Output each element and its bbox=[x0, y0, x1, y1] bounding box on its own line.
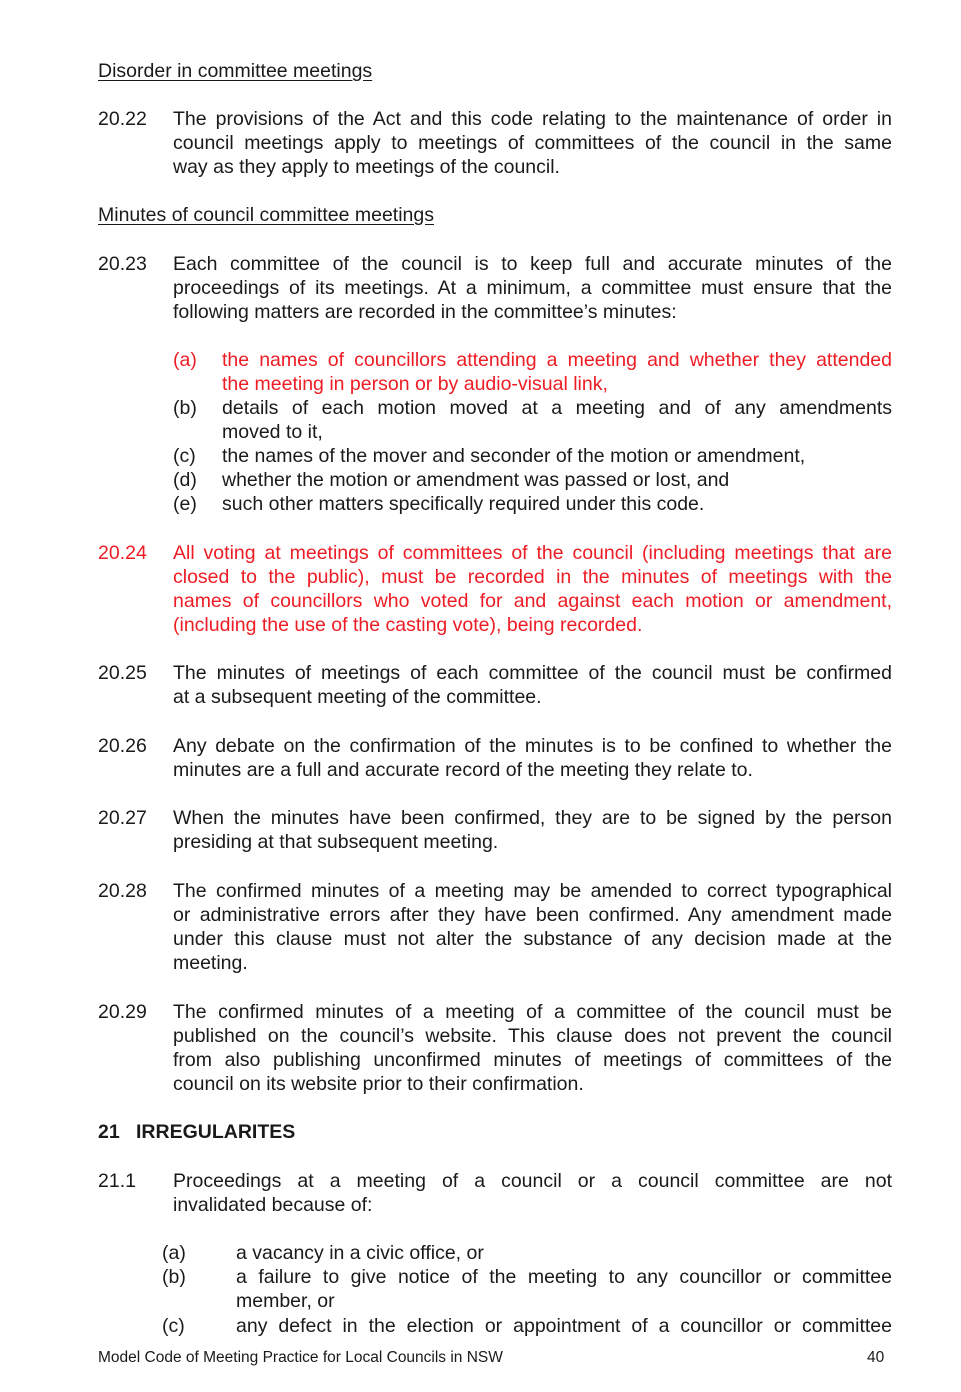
list-item-label: (c) bbox=[162, 1315, 185, 1337]
clause-text-line: When the minutes have been confirmed, they are to be signed by the person bbox=[173, 807, 892, 829]
clause-text-line: Proceedings at a meeting of a council or a council committee are not bbox=[173, 1170, 892, 1192]
clause-text-line: at a subsequent meeting of the committee. bbox=[173, 686, 542, 708]
clause-number: 20.23 bbox=[98, 253, 147, 275]
clause-number: 20.25 bbox=[98, 662, 147, 684]
list-item-label: (b) bbox=[173, 397, 197, 419]
list-item-text: such other matters specifically required under this code. bbox=[222, 493, 705, 515]
list-item-text: whether the motion or amendment was passed or lost, and bbox=[222, 469, 730, 491]
clause-text-line: following matters are recorded in the committee’s minutes: bbox=[173, 301, 677, 323]
list-item-label: (d) bbox=[173, 469, 197, 491]
clause-text-line: invalidated because of: bbox=[173, 1194, 373, 1216]
clause-text-line: proceedings of its meetings. At a minimum, a committee must ensure that the bbox=[173, 277, 892, 299]
list-item-label: (a) bbox=[173, 349, 197, 371]
section-heading-minutes: Minutes of council committee meetings bbox=[98, 204, 434, 226]
list-item-text: the meeting in person or by audio-visual link, bbox=[222, 373, 608, 395]
clause-text-line: council meetings apply to meetings of committees of the council in the same bbox=[173, 132, 892, 154]
clause-text-line: The confirmed minutes of a meeting of a committee of the council must be bbox=[173, 1001, 892, 1023]
section-number: 21 bbox=[98, 1121, 120, 1143]
list-item-text: a vacancy in a civic office, or bbox=[236, 1242, 484, 1264]
clause-text-line: under this clause must not alter the substance of any decision made at the bbox=[173, 928, 892, 950]
clause-text-line: meeting. bbox=[173, 952, 248, 974]
clause-text-line: (including the use of the casting vote), being recorded. bbox=[173, 614, 643, 636]
clause-number: 20.28 bbox=[98, 880, 147, 902]
clause-text-line: way as they apply to meetings of the council. bbox=[173, 156, 560, 178]
clause-text-line: The confirmed minutes of a meeting may be amended to correct typographical bbox=[173, 880, 892, 902]
list-item-text: a failure to give notice of the meeting to any councillor or committee bbox=[236, 1266, 892, 1288]
list-item-text: any defect in the election or appointment of a councillor or committee bbox=[236, 1315, 892, 1337]
section-title: IRREGULARITES bbox=[136, 1121, 296, 1143]
clause-text-line: or administrative errors after they have been confirmed. Any amendment made bbox=[173, 904, 892, 926]
clause-text-line: council on its website prior to their confirmation. bbox=[173, 1073, 584, 1095]
clause-text-line: published on the council’s website. This clause does not prevent the council bbox=[173, 1025, 892, 1047]
section-heading-disorder: Disorder in committee meetings bbox=[98, 60, 373, 82]
clause-number: 20.27 bbox=[98, 807, 147, 829]
footer-title: Model Code of Meeting Practice for Local Councils in NSW bbox=[98, 1349, 503, 1366]
list-item-text: the names of councillors attending a meeting and whether they attended bbox=[222, 349, 892, 371]
clause-text-line: names of councillors who voted for and against each motion or amendment, bbox=[173, 590, 892, 612]
clause-text-line: presiding at that subsequent meeting. bbox=[173, 831, 499, 853]
page-number: 40 bbox=[867, 1349, 885, 1366]
clause-number: 20.22 bbox=[98, 108, 147, 130]
list-item-text: member, or bbox=[236, 1290, 335, 1312]
list-item-text: the names of the mover and seconder of the motion or amendment, bbox=[222, 445, 806, 467]
clause-text-line: from also publishing unconfirmed minutes of meetings of committees of the bbox=[173, 1049, 892, 1071]
clause-number: 21.1 bbox=[98, 1170, 136, 1192]
clause-text-line: The provisions of the Act and this code relating to the maintenance of order in bbox=[173, 108, 892, 130]
list-item-label: (e) bbox=[173, 493, 197, 515]
clause-text-line: minutes are a full and accurate record of the meeting they relate to. bbox=[173, 759, 753, 781]
clause-text-line: All voting at meetings of committees of the council (including meetings that are bbox=[173, 542, 892, 564]
list-item-text: details of each motion moved at a meeting and of any amendments bbox=[222, 397, 892, 419]
clause-number: 20.29 bbox=[98, 1001, 147, 1023]
clause-number: 20.26 bbox=[98, 735, 147, 757]
clause-text-line: Each committee of the council is to keep full and accurate minutes of the bbox=[173, 253, 892, 275]
clause-number: 20.24 bbox=[98, 542, 147, 564]
list-item-text: moved to it, bbox=[222, 421, 323, 443]
clause-text-line: The minutes of meetings of each committee of the council must be confirmed bbox=[173, 662, 892, 684]
list-item-label: (a) bbox=[162, 1242, 186, 1264]
clause-text-line: Any debate on the confirmation of the minutes is to be confined to whether the bbox=[173, 735, 892, 757]
list-item-label: (b) bbox=[162, 1266, 186, 1288]
list-item-label: (c) bbox=[173, 445, 196, 467]
clause-text-line: closed to the public), must be recorded in the minutes of meetings with the bbox=[173, 566, 892, 588]
